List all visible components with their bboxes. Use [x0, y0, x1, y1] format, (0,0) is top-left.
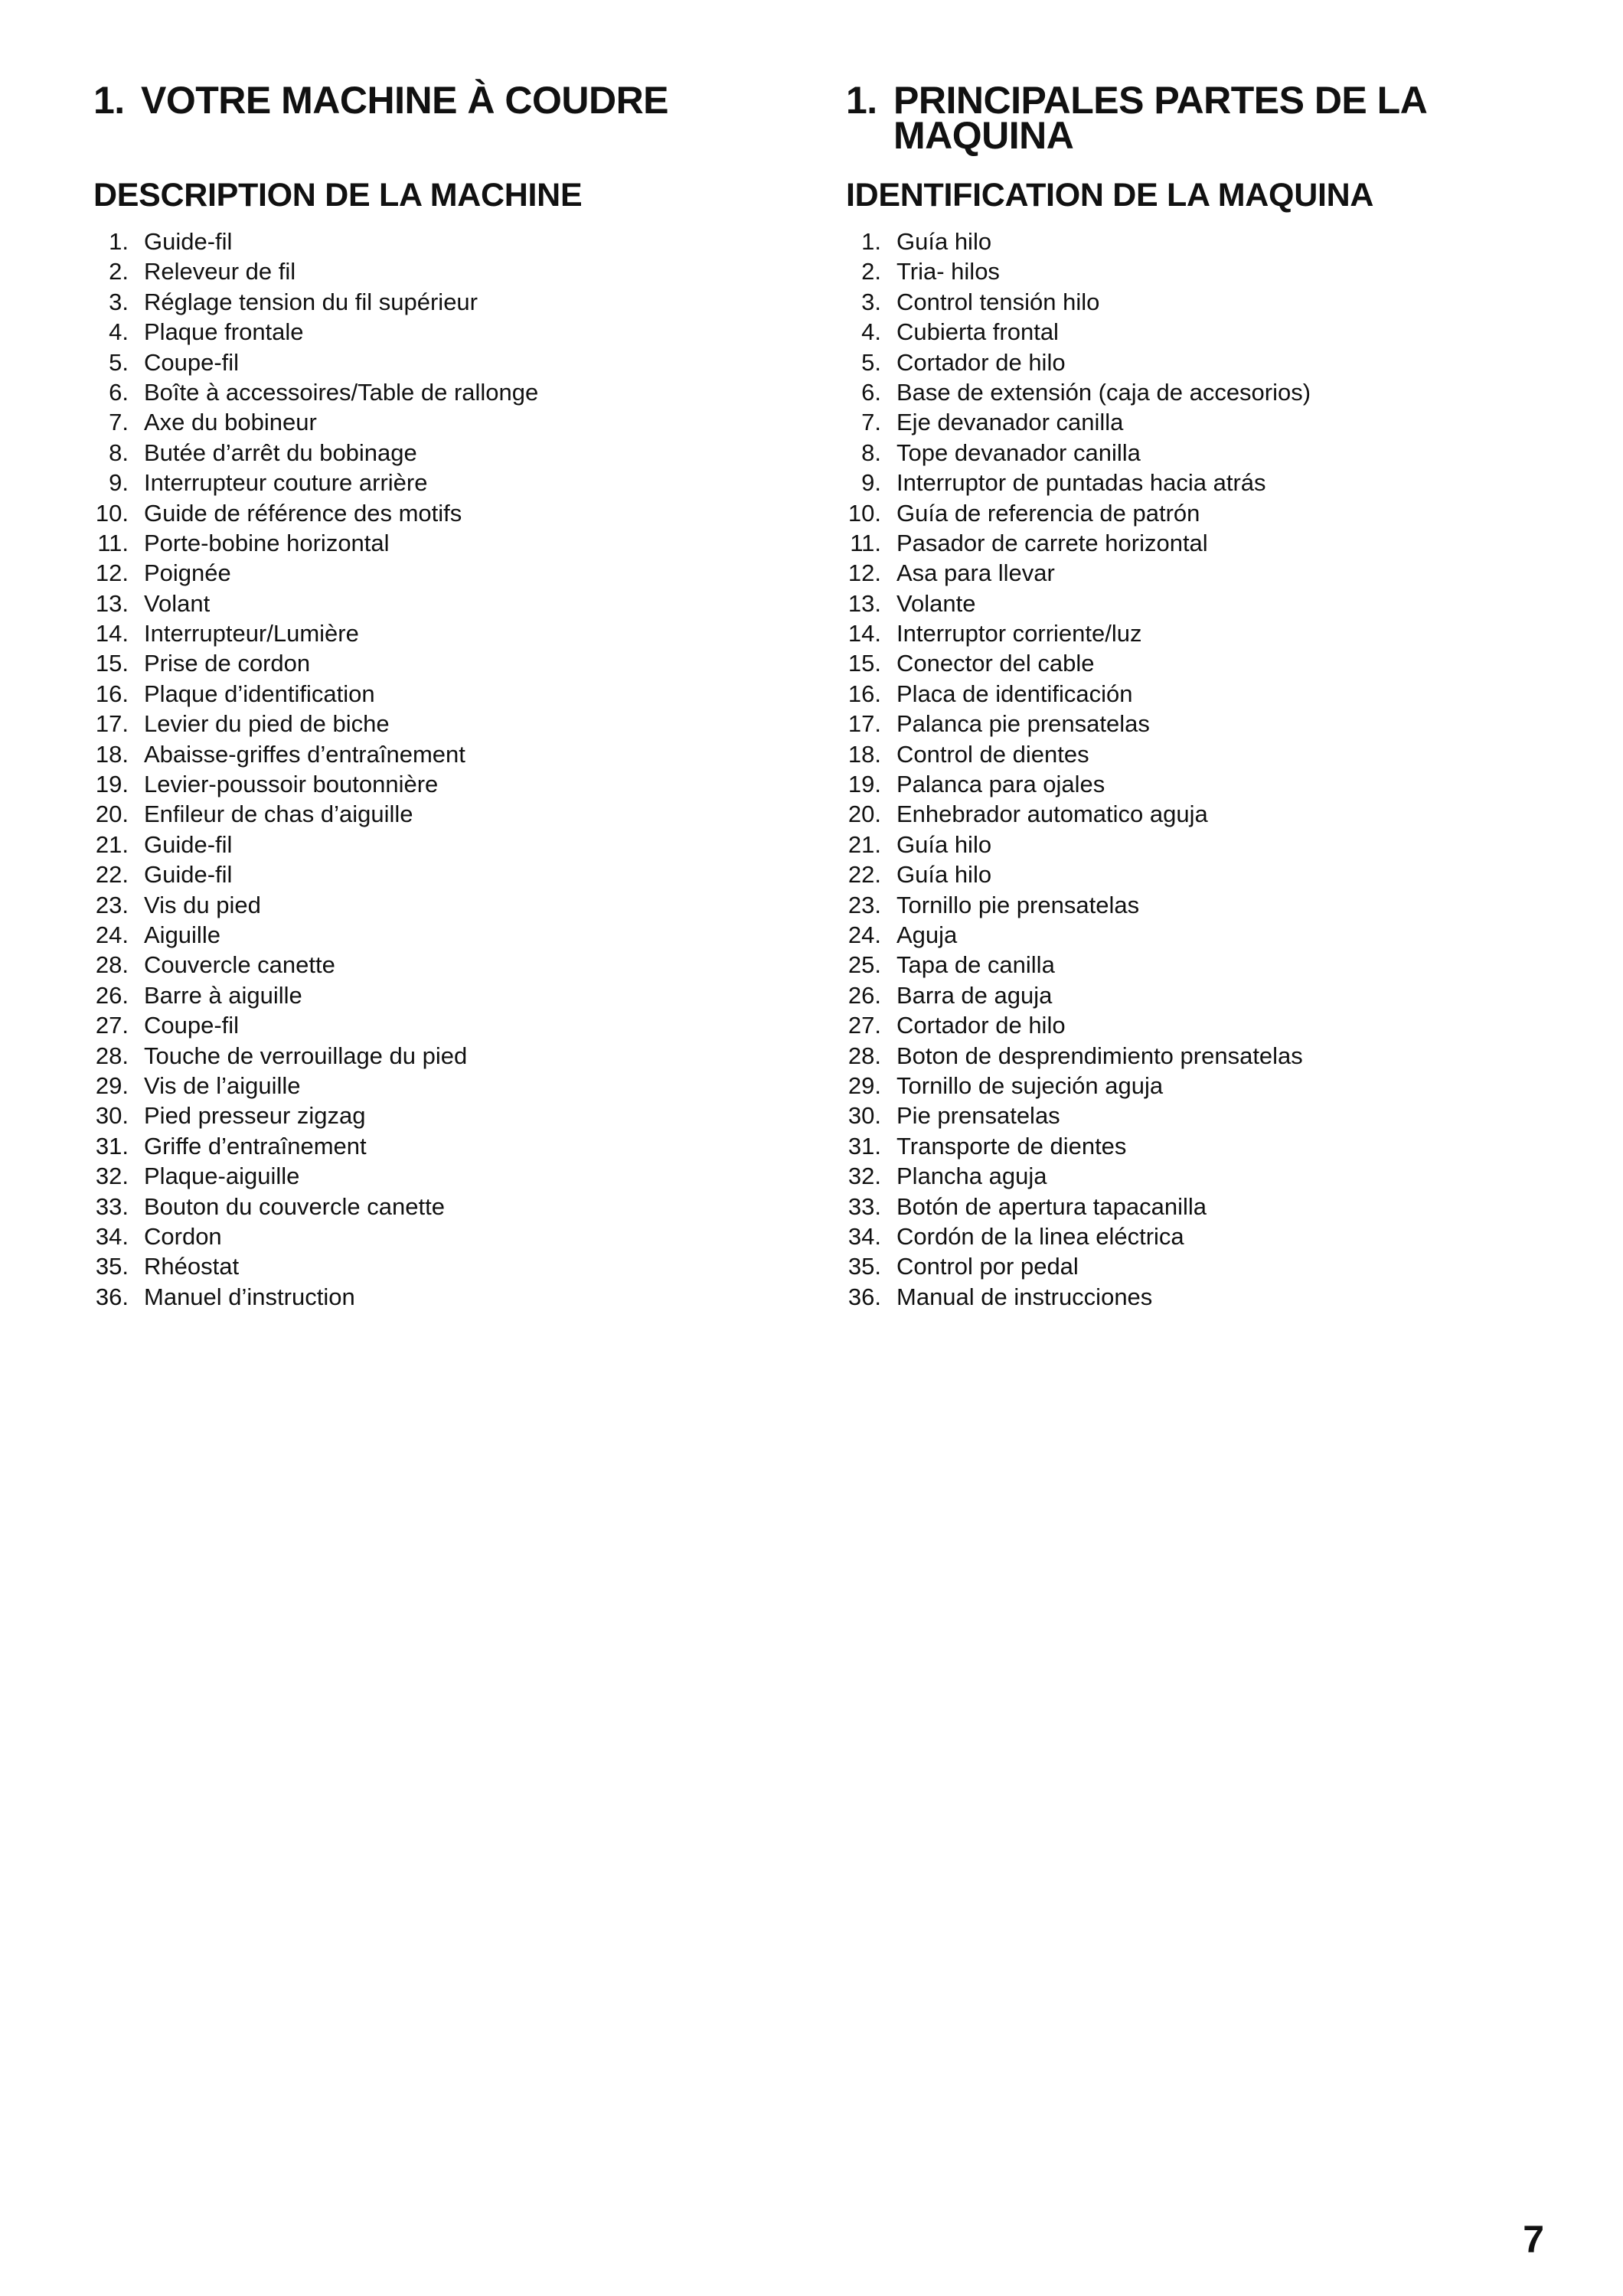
list-item	[846, 709, 1535, 739]
list-item	[93, 739, 782, 769]
list-item	[93, 1101, 782, 1130]
item-label: Guide-fil	[144, 830, 233, 858]
list-item	[93, 709, 782, 739]
item-number: 18.	[95, 740, 129, 768]
item-number: 7.	[861, 409, 881, 436]
item-label: Interruptor corriente/luz	[896, 620, 1142, 647]
list-item	[846, 256, 1535, 286]
list-item	[93, 558, 782, 588]
item-label: Cortador de hilo	[896, 1012, 1066, 1039]
list-item	[846, 438, 1535, 468]
item-number: 12.	[847, 559, 881, 587]
item-number: 28.	[847, 1042, 881, 1069]
item-label: Boîte à accessoires/Table de rallonge	[144, 378, 539, 406]
item-label: Réglage tension du fil supérieur	[144, 288, 478, 315]
item-label: Abaisse-griffes d’entraînement	[144, 740, 465, 768]
list-item	[846, 1161, 1535, 1191]
item-label: Butée d’arrêt du bobinage	[144, 439, 417, 466]
item-number: 18.	[847, 740, 881, 768]
list-item	[93, 1071, 782, 1101]
item-label: Tornillo pie prensatelas	[896, 891, 1140, 918]
item-number: 2.	[109, 258, 129, 285]
list-item	[93, 227, 782, 256]
list-item	[846, 920, 1535, 950]
list-item	[846, 618, 1535, 648]
item-label: Eje devanador canilla	[896, 409, 1124, 436]
spanish-subheading: IDENTIFICATION DE LA MAQUINA	[846, 177, 1374, 214]
french-section-heading	[93, 79, 782, 122]
item-label: Axe du bobineur	[144, 409, 317, 436]
list-item	[93, 468, 782, 497]
list-item	[846, 980, 1535, 1010]
french-parts-list	[93, 227, 782, 1312]
list-item	[846, 1041, 1535, 1071]
list-item	[846, 498, 1535, 528]
item-number: 13.	[95, 589, 129, 617]
item-number: 29.	[95, 1071, 129, 1099]
item-number: 28.	[95, 951, 129, 979]
item-label: Cubierta frontal	[896, 318, 1059, 346]
french-heading-number: 1.	[93, 79, 125, 122]
list-item	[846, 528, 1535, 558]
item-number: 4.	[861, 318, 881, 346]
list-item	[846, 830, 1535, 859]
item-number: 13.	[847, 589, 881, 617]
item-number: 24.	[95, 921, 129, 948]
list-item	[93, 859, 782, 889]
spanish-section-heading	[846, 79, 1535, 157]
item-number: 32.	[95, 1163, 129, 1190]
item-label: Releveur de fil	[144, 258, 296, 285]
item-number: 33.	[95, 1192, 129, 1220]
list-item	[93, 648, 782, 678]
item-label: Tapa de canilla	[896, 951, 1055, 979]
list-item	[846, 1071, 1535, 1101]
item-number: 20.	[847, 801, 881, 828]
item-label: Pie prensatelas	[896, 1102, 1060, 1130]
item-label: Guide-fil	[144, 861, 233, 889]
item-number: 23.	[95, 891, 129, 918]
item-label: Touche de verrouillage du pied	[144, 1042, 468, 1069]
item-number: 1.	[109, 228, 129, 255]
list-item	[93, 1192, 782, 1221]
item-label: Volante	[896, 589, 976, 617]
item-label: Palanca para ojales	[896, 771, 1105, 798]
list-item	[93, 347, 782, 377]
item-label: Guía de referencia de patrón	[896, 499, 1200, 527]
item-number: 30.	[847, 1102, 881, 1130]
item-number: 33.	[847, 1192, 881, 1220]
item-number: 24.	[847, 921, 881, 948]
list-item	[846, 227, 1535, 256]
list-item	[93, 618, 782, 648]
item-number: 32.	[847, 1163, 881, 1190]
spanish-heading-number: 1.	[846, 79, 877, 122]
item-label: Prise de cordon	[144, 650, 311, 677]
item-number: 31.	[95, 1132, 129, 1159]
item-number: 26.	[847, 981, 881, 1009]
item-label: Guía hilo	[896, 830, 992, 858]
item-label: Guide-fil	[144, 228, 233, 255]
item-number: 36.	[847, 1283, 881, 1310]
item-label: Pied presseur zigzag	[144, 1102, 366, 1130]
list-item	[93, 1221, 782, 1251]
item-label: Asa para llevar	[896, 559, 1055, 587]
item-label: Cortador de hilo	[896, 348, 1066, 376]
item-number: 20.	[95, 801, 129, 828]
spanish-heading-text: PRINCIPALES PARTES DE LA MAQUINA	[893, 79, 1426, 157]
list-item	[846, 287, 1535, 317]
item-label: Enhebrador automatico aguja	[896, 801, 1208, 828]
item-number: 36.	[95, 1283, 129, 1310]
list-item	[846, 1221, 1535, 1251]
item-label: Plaque-aiguille	[144, 1163, 300, 1190]
item-label: Control tensión hilo	[896, 288, 1100, 315]
item-label: Manual de instrucciones	[896, 1283, 1153, 1310]
item-label: Plaque d’identification	[144, 680, 375, 707]
list-item	[846, 1192, 1535, 1221]
item-number: 4.	[109, 318, 129, 346]
french-subheading: DESCRIPTION DE LA MACHINE	[93, 177, 583, 214]
item-number: 6.	[109, 378, 129, 406]
item-number: 22.	[95, 861, 129, 889]
item-label: Base de extensión (caja de accesorios)	[896, 378, 1311, 406]
item-number: 22.	[847, 861, 881, 889]
item-number: 12.	[95, 559, 129, 587]
item-number: 17.	[847, 710, 881, 738]
list-item	[93, 1131, 782, 1161]
item-label: Interrupteur/Lumière	[144, 620, 359, 647]
item-label: Vis du pied	[144, 891, 261, 918]
item-number: 8.	[861, 439, 881, 466]
list-item	[93, 377, 782, 407]
item-label: Bouton du couvercle canette	[144, 1192, 445, 1220]
item-number: 7.	[109, 409, 129, 436]
list-item	[93, 1282, 782, 1312]
item-number: 10.	[847, 499, 881, 527]
spanish-parts-list	[846, 227, 1535, 1312]
item-label: Plaque frontale	[144, 318, 304, 346]
item-label: Guía hilo	[896, 228, 992, 255]
item-label: Barra de aguja	[896, 981, 1053, 1009]
item-number: 17.	[95, 710, 129, 738]
item-label: Interruptor de puntadas hacia atrás	[896, 469, 1266, 497]
item-label: Tria- hilos	[896, 258, 1000, 285]
list-item	[846, 1282, 1535, 1312]
item-number: 1.	[861, 228, 881, 255]
item-number: 25.	[847, 951, 881, 979]
list-item	[846, 799, 1535, 829]
item-label: Aiguille	[144, 921, 220, 948]
item-number: 15.	[847, 650, 881, 677]
item-number: 10.	[95, 499, 129, 527]
item-label: Levier-poussoir boutonnière	[144, 771, 439, 798]
item-number: 6.	[861, 378, 881, 406]
item-number: 27.	[847, 1012, 881, 1039]
item-label: Porte-bobine horizontal	[144, 529, 390, 556]
item-label: Enfileur de chas d’aiguille	[144, 801, 413, 828]
list-item	[93, 287, 782, 317]
item-number: 29.	[847, 1071, 881, 1099]
item-label: Rhéostat	[144, 1253, 240, 1280]
item-number: 19.	[847, 771, 881, 798]
item-label: Barre à aiguille	[144, 981, 302, 1009]
list-item	[846, 950, 1535, 980]
item-label: Aguja	[896, 921, 958, 948]
item-label: Plancha aguja	[896, 1163, 1047, 1190]
list-item	[846, 1010, 1535, 1040]
page-number: 7	[1523, 2218, 1544, 2261]
item-number: 31.	[847, 1132, 881, 1159]
list-item	[93, 1161, 782, 1191]
item-label: Manuel d’instruction	[144, 1283, 355, 1310]
item-label: Poignée	[144, 559, 231, 587]
list-item	[93, 679, 782, 709]
list-item	[846, 739, 1535, 769]
item-number: 14.	[847, 620, 881, 647]
item-number: 3.	[861, 288, 881, 315]
item-number: 14.	[95, 620, 129, 647]
item-number: 27.	[95, 1012, 129, 1039]
item-number: 11.	[97, 529, 129, 556]
item-number: 19.	[95, 771, 129, 798]
item-label: Vis de l’aiguille	[144, 1071, 301, 1099]
list-item	[93, 830, 782, 859]
list-item	[846, 377, 1535, 407]
item-number: 35.	[847, 1253, 881, 1280]
item-label: Tornillo de sujeción aguja	[896, 1071, 1164, 1099]
list-item	[93, 256, 782, 286]
item-number: 16.	[95, 680, 129, 707]
item-number: 11.	[850, 529, 881, 556]
item-number: 26.	[95, 981, 129, 1009]
item-label: Cordon	[144, 1222, 222, 1250]
item-label: Coupe-fil	[144, 348, 240, 376]
list-item	[93, 1251, 782, 1281]
list-item	[93, 769, 782, 799]
item-number: 21.	[95, 830, 129, 858]
item-label: Control de dientes	[896, 740, 1089, 768]
item-label: Cordón de la linea eléctrica	[896, 1222, 1184, 1250]
list-item	[93, 498, 782, 528]
list-item	[846, 859, 1535, 889]
list-item	[93, 890, 782, 920]
item-label: Control por pedal	[896, 1253, 1079, 1280]
list-item	[846, 1251, 1535, 1281]
item-number: 16.	[847, 680, 881, 707]
item-label: Volant	[144, 589, 211, 617]
list-item	[93, 950, 782, 980]
item-number: 23.	[847, 891, 881, 918]
item-label: Interrupteur couture arrière	[144, 469, 428, 497]
item-label: Boton de desprendimiento prensatelas	[896, 1042, 1303, 1069]
list-item	[93, 1041, 782, 1071]
list-item	[846, 317, 1535, 347]
list-item	[93, 589, 782, 618]
list-item	[93, 407, 782, 437]
item-number: 34.	[95, 1222, 129, 1250]
list-item	[846, 1131, 1535, 1161]
item-number: 34.	[847, 1222, 881, 1250]
item-number: 3.	[109, 288, 129, 315]
item-label: Placa de identificación	[896, 680, 1133, 707]
item-number: 9.	[861, 469, 881, 497]
list-item	[93, 1010, 782, 1040]
item-number: 21.	[847, 830, 881, 858]
item-label: Conector del cable	[896, 650, 1095, 677]
list-item	[846, 648, 1535, 678]
item-label: Transporte de dientes	[896, 1132, 1127, 1159]
list-item	[846, 407, 1535, 437]
item-number: 5.	[861, 348, 881, 376]
french-heading-text: VOTRE MACHINE À COUDRE	[141, 79, 669, 122]
list-item	[846, 347, 1535, 377]
item-number: 15.	[95, 650, 129, 677]
list-item	[846, 589, 1535, 618]
list-item	[93, 920, 782, 950]
item-label: Pasador de carrete horizontal	[896, 529, 1208, 556]
item-label: Tope devanador canilla	[896, 439, 1141, 466]
item-label: Guía hilo	[896, 861, 992, 889]
list-item	[846, 769, 1535, 799]
list-item	[846, 558, 1535, 588]
item-number: 28.	[95, 1042, 129, 1069]
item-label: Palanca pie prensatelas	[896, 710, 1150, 738]
french-column	[93, 79, 782, 1310]
list-item	[846, 1101, 1535, 1130]
item-number: 8.	[109, 439, 129, 466]
item-number: 9.	[109, 469, 129, 497]
item-label: Griffe d’entraînement	[144, 1132, 367, 1159]
item-number: 30.	[95, 1102, 129, 1130]
list-item	[93, 438, 782, 468]
item-label: Coupe-fil	[144, 1012, 240, 1039]
item-label: Guide de référence des motifs	[144, 499, 462, 527]
item-number: 5.	[109, 348, 129, 376]
list-item	[846, 890, 1535, 920]
item-label: Couvercle canette	[144, 951, 335, 979]
list-item	[846, 679, 1535, 709]
list-item	[93, 980, 782, 1010]
item-label: Botón de apertura tapacanilla	[896, 1192, 1207, 1220]
item-number: 2.	[861, 258, 881, 285]
item-number: 35.	[95, 1253, 129, 1280]
list-item	[93, 528, 782, 558]
item-label: Levier du pied de biche	[144, 710, 390, 738]
list-item	[846, 468, 1535, 497]
list-item	[93, 799, 782, 829]
list-item	[93, 317, 782, 347]
spanish-column	[846, 79, 1535, 1310]
